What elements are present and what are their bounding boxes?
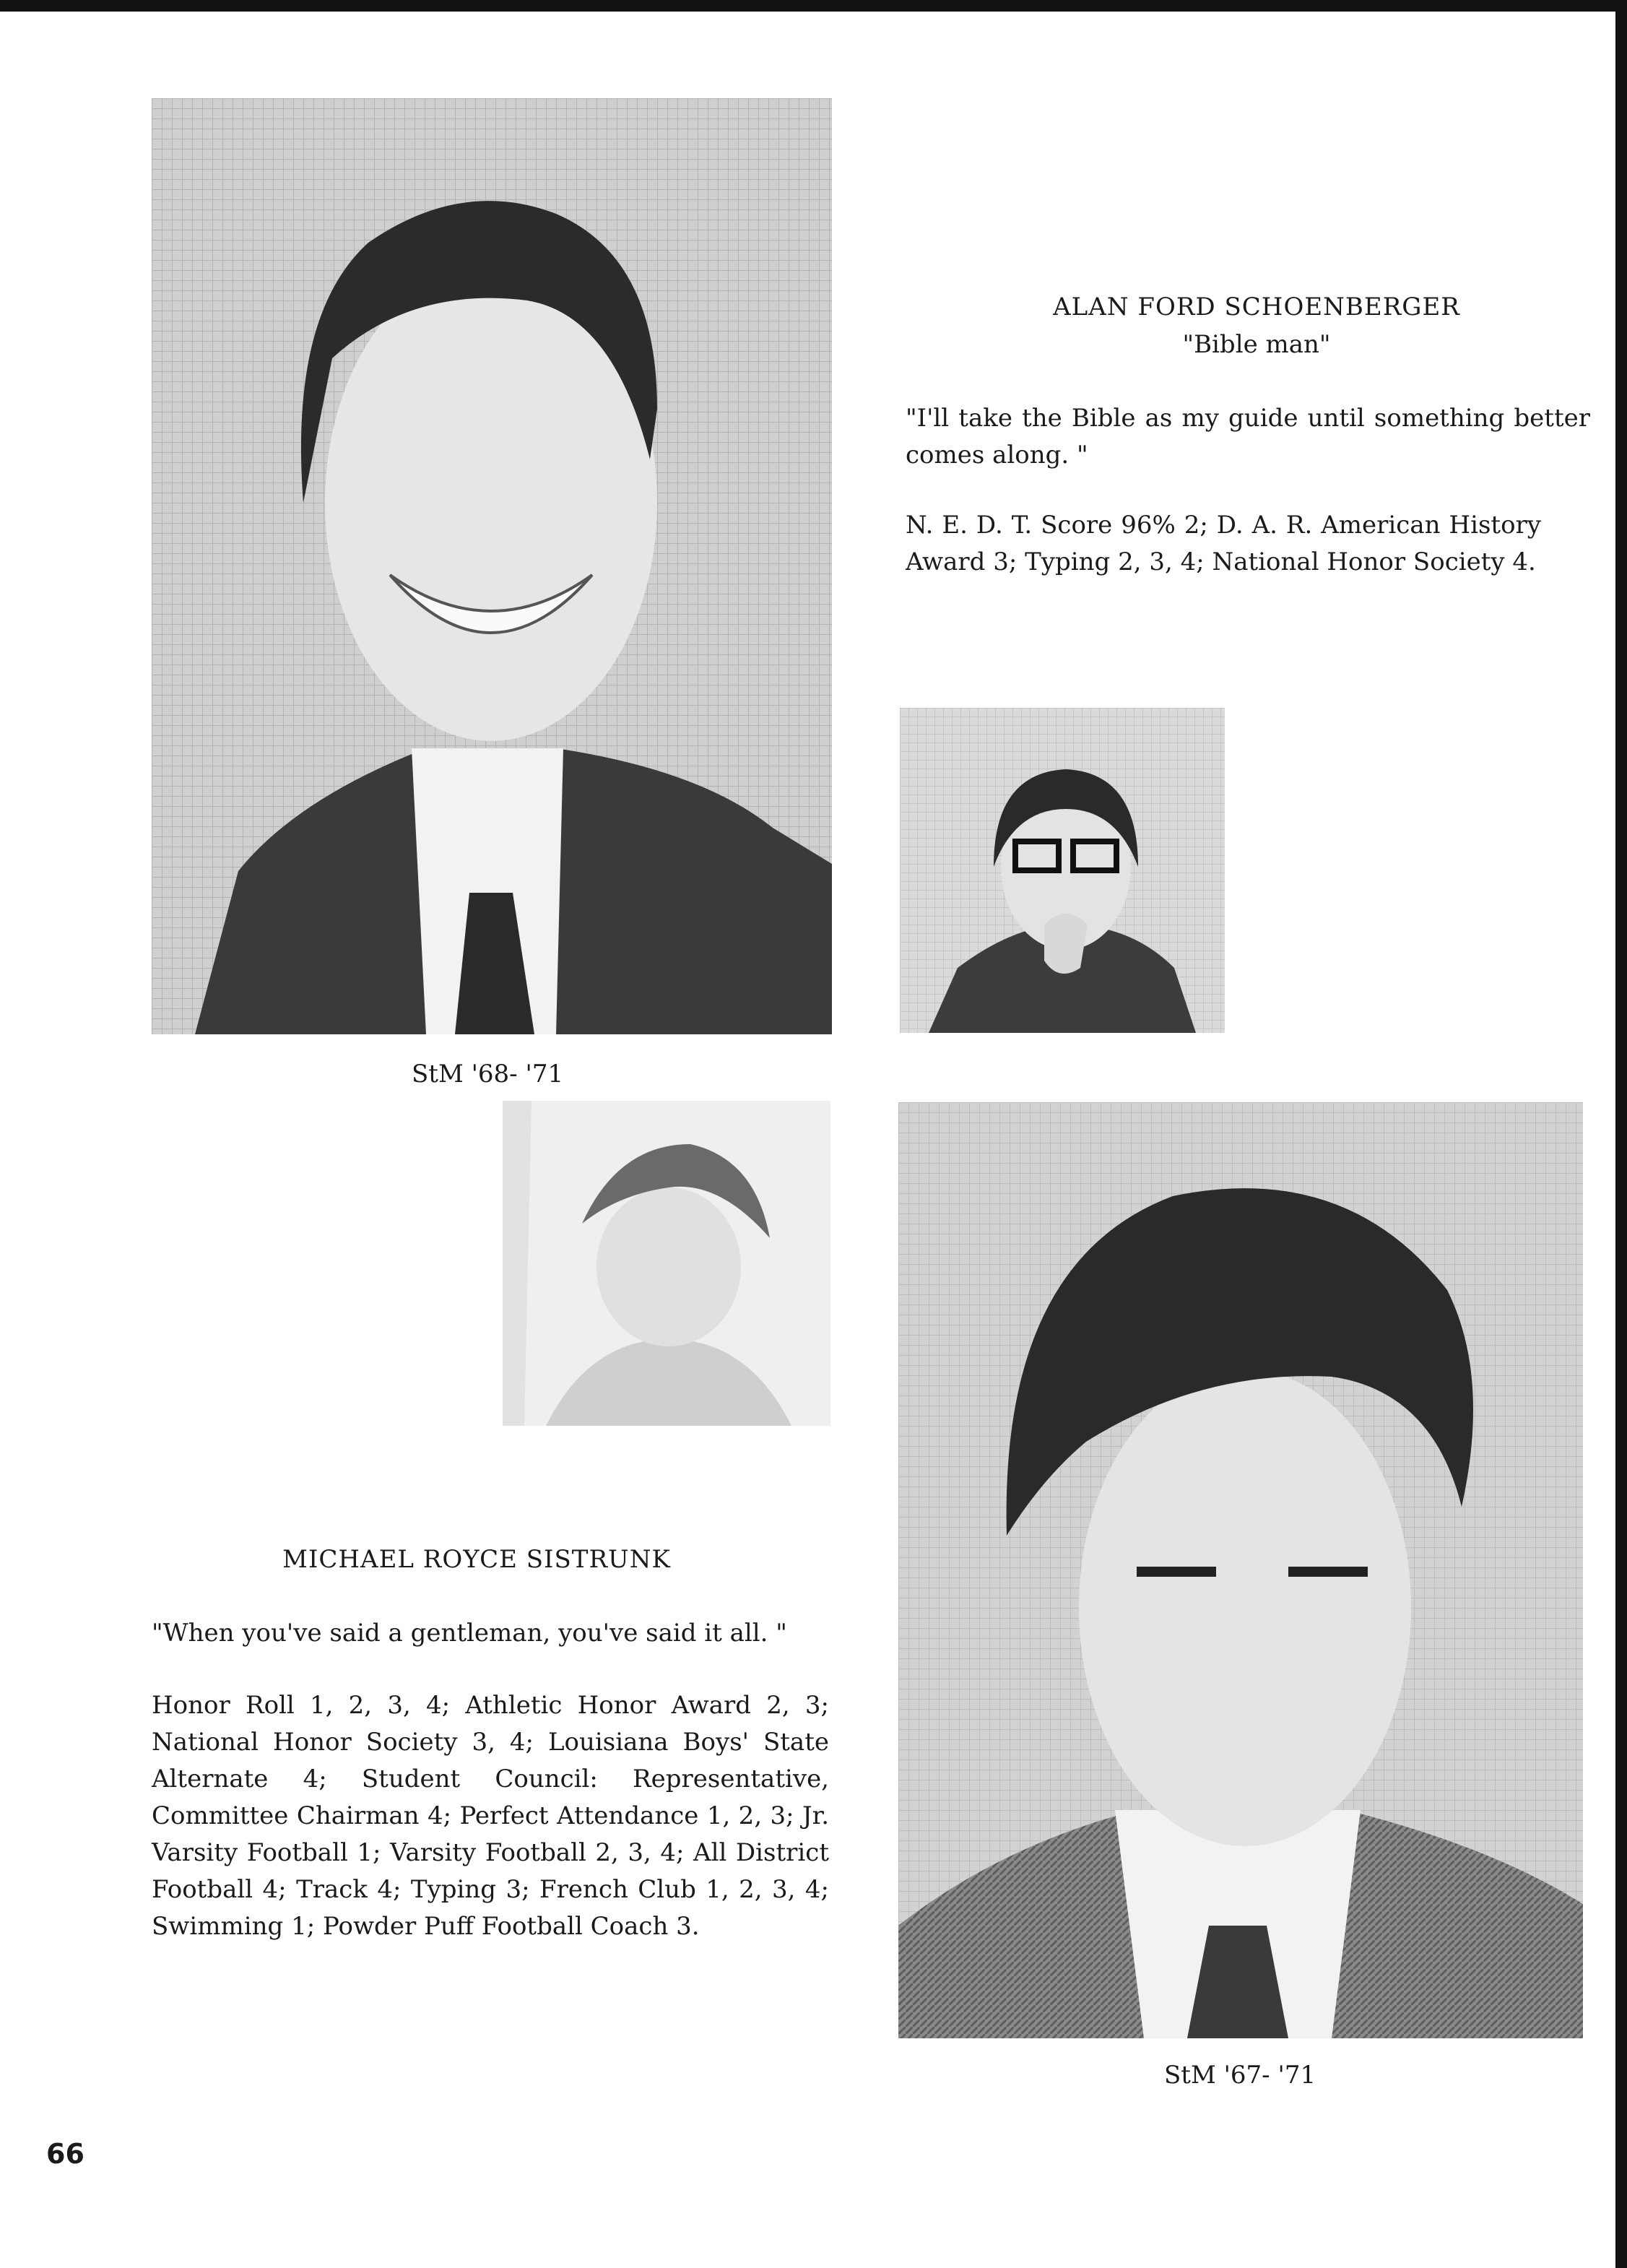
schoenberger-candid-photo bbox=[900, 708, 1225, 1033]
schoenberger-nickname: "Bible man" bbox=[1182, 330, 1331, 359]
sistrunk-quote: "When you've said a gentleman, you've said it all. " bbox=[152, 1619, 787, 1648]
schoenberger-portrait bbox=[152, 98, 832, 1034]
page-number: 66 bbox=[46, 2138, 84, 2170]
schoenberger-activities: N. E. D. T. Score 96% 2; D. A. R. American History Award 3; Typing 2, 3, 4; National Honor Society 4. bbox=[906, 511, 1541, 576]
page-border-top bbox=[0, 0, 1627, 12]
sistrunk-name: MICHAEL ROYCE SISTRUNK bbox=[282, 1545, 671, 1574]
sistrunk-years: StM '67- '71 bbox=[1164, 2061, 1316, 2090]
sistrunk-candid-photo bbox=[503, 1101, 830, 1426]
page-border-right bbox=[1615, 0, 1627, 2268]
sistrunk-portrait bbox=[898, 1102, 1583, 2038]
schoenberger-quote: "I'll take the Bible as my guide until something better comes along. " bbox=[906, 404, 1590, 469]
schoenberger-years: StM '68- '71 bbox=[412, 1060, 564, 1088]
sistrunk-activities: Honor Roll 1, 2, 3, 4; Athletic Honor Award 2, 3; National Honor Society 3, 4; Louisiana Boys' State Alternate 4; Student Council: Representative, Committee Chairman 4; Perfect Attendance 1, 2, 3; Jr. Varsity Football 1; Varsity Football 2, 3, 4; All District Football 4; Track 4; Typing 3; French Club 1, 2, 3, 4; Swimming 1; Powder Puff Football Coach 3. bbox=[152, 1691, 829, 1941]
schoenberger-name: ALAN FORD SCHOENBERGER bbox=[1053, 293, 1460, 321]
